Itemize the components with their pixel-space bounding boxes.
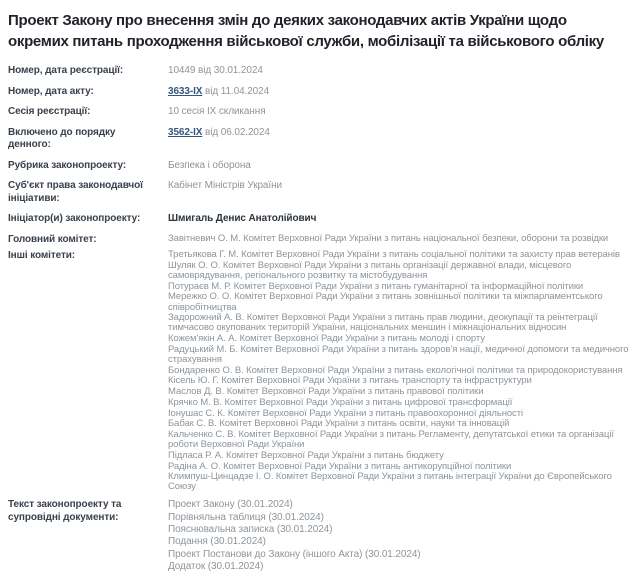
committee-item: Мережко О. О. Комітет Верховної Ради України з питань зовнішньої політики та міжпарламентського співробітництва <box>168 291 603 313</box>
field-row-main-committee <box>8 234 632 247</box>
committee-item: Третьякова Г. М. Комітет Верховної Ради України з питань соціальної політики та захисту прав ветеранів <box>168 249 620 260</box>
field-label: Суб'єкт права законодавчої ініціативи: <box>8 180 143 204</box>
field-row-session <box>8 106 632 119</box>
field-value: Кабінет Міністрів України <box>168 180 282 191</box>
field-row-rubric <box>8 160 632 173</box>
field-value: 10449 від 30.01.2024 <box>168 65 263 76</box>
field-row-initiative-subject <box>8 180 632 205</box>
document-item[interactable]: Порівняльна таблиця (30.01.2024) <box>168 511 324 523</box>
field-row-documents <box>8 499 632 573</box>
agenda-resolution-link[interactable]: 3562-IX <box>168 126 203 138</box>
committee-item: Радіна А. О. Комітет Верховної Ради України з питань антикорупційної політики <box>168 460 512 472</box>
committee-item: Радуцький М. Б. Комітет Верховної Ради України з питань здоров'я нації, медичної допомоги та медичного страхування <box>168 343 629 366</box>
field-value: Безпека і оборона <box>168 159 251 171</box>
field-label: Головний комітет: <box>8 233 97 245</box>
committee-item: Бондаренко О. В. Комітет Верховної Ради України з питань екологічної політики та природокористування <box>168 364 623 376</box>
field-label: Номер, дата реєстрації: <box>8 65 124 76</box>
field-label: Рубрика законопроекту: <box>8 159 127 171</box>
committee-item: Кісель Ю. Г. Комітет Верховної Ради України з питань транспорту та інфраструктури <box>168 375 532 387</box>
field-label: Ініціатор(и) законопроекту: <box>8 213 141 224</box>
committee-item: Задорожний А. В. Комітет Верховної Ради України з питань прав людини, деокупації та реінтеграції тимчасово окупованих територій України, національних меншин і міжнаціональних відносин <box>168 312 598 334</box>
initiator-name: Шмигаль Денис Анатолійович <box>168 213 317 224</box>
committee-item: Кожем'якін А. А. Комітет Верховної Ради України з питань молоді і спорту <box>168 333 485 345</box>
committee-item: Климпуш-Цинцадзе І. О. Комітет Верховної Ради України з питань інтеграції України до Європейського Союзу <box>168 471 612 493</box>
committee-item: Шуляк О. О. Комітет Верховної Ради України з питань організації державної влади, місцевого самоврядування, регіонального розвитку та містобудування <box>168 259 572 281</box>
field-row-act-number <box>8 86 632 99</box>
document-item[interactable]: Додаток (30.01.2024) <box>168 561 264 573</box>
field-label: Текст законопроекту та супровідні документи: <box>8 499 122 523</box>
documents-list <box>168 499 632 573</box>
committee-item: Крячко М. В. Комітет Верховної Ради України з питань цифрової трансформації <box>168 396 513 408</box>
field-label: Номер, дата акту: <box>8 85 94 97</box>
field-label: Включено до порядку денного: <box>8 126 116 150</box>
committee-item: Кальченко С. В. Комітет Верховної Ради України з питань Регламенту, депутатської етики та організації роботи Верховної Ради України <box>168 428 614 451</box>
field-value: 10 сесія IX скликання <box>168 106 266 117</box>
document-item[interactable]: Проект Закону (30.01.2024) <box>168 499 293 511</box>
document-item[interactable]: Проект Постанови до Закону (іншого Акта) (30.01.2024) <box>168 548 421 560</box>
field-value <box>168 86 632 99</box>
act-number-link[interactable]: 3633-IX <box>168 85 203 97</box>
field-label: Сесія реєстрації: <box>8 106 91 117</box>
committee-item: Маслов Д. В. Комітет Верховної Ради України з питань правової політики <box>168 386 484 398</box>
committee-item: Бабак С. В. Комітет Верховної Ради України з питань освіти, науки та інновацій <box>168 418 510 430</box>
agenda-date-text: від 06.02.2024 <box>202 126 270 138</box>
committee-item: Іонушас С. К. Комітет Верховної Ради України з питань правоохоронної діяльності <box>168 407 523 419</box>
act-date-text: від 11.04.2024 <box>202 85 270 97</box>
other-committees-list <box>168 250 632 493</box>
field-label: Інші комітети: <box>8 250 76 261</box>
document-item[interactable]: Пояснювальна записка (30.01.2024) <box>168 523 333 535</box>
field-row-other-committees <box>8 250 632 493</box>
field-row-initiator <box>8 213 632 226</box>
document-item[interactable]: Подання (30.01.2024) <box>168 536 266 548</box>
page-title: Проект Закону про внесення змін до деяких законодавчих актів України щодо окремих питань проходження військової служби, мобілізації та військового обліку <box>8 12 604 50</box>
main-committee-value: Завітневич О. М. Комітет Верховної Ради України з питань національної безпеки, оборони та розвідки <box>168 232 609 244</box>
field-row-registration <box>8 65 632 78</box>
committee-item: Підласа Р. А. Комітет Верховної Ради України з питань бюджету <box>168 449 444 461</box>
field-row-agenda <box>8 127 632 152</box>
committee-item: Потураєв М. Р. Комітет Верховної Ради України з питань гуманітарної та інформаційної політики <box>168 280 584 292</box>
field-value <box>168 127 632 152</box>
